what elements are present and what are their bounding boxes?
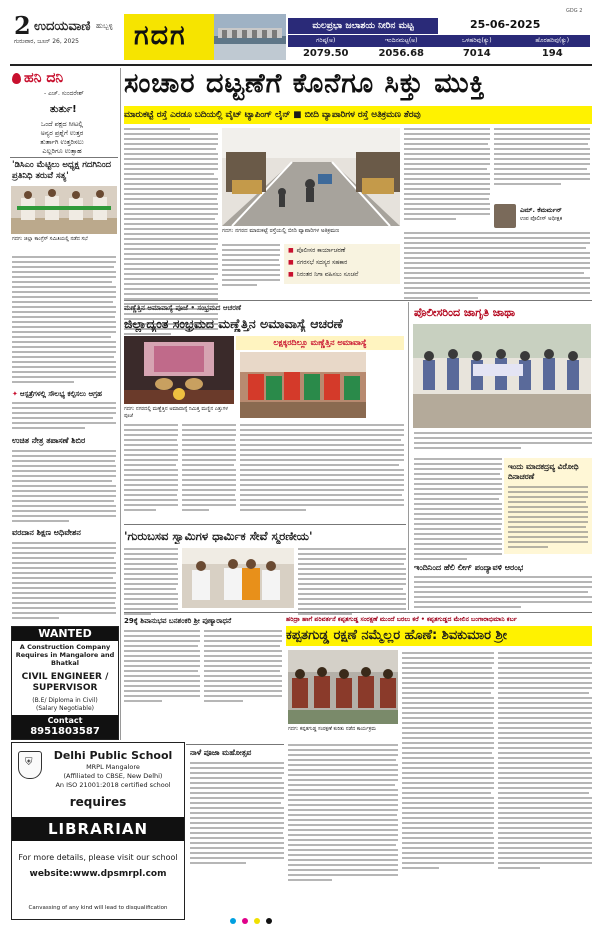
kappata-headline: ಕಪ್ಪತಗುಡ್ಡ ರಕ್ಷಣೆ ನಮ್ಮೆಲ್ಲರ ಹೊಣೆ: ಶಿವಕುಮಾರ ಶ್ರೀ: [286, 626, 592, 646]
page-code: GDG 2: [566, 8, 583, 14]
text-block: [124, 424, 178, 511]
left-story1-headline: 'ಡಿಸಿಎಂ ಮೆಟ್ಟಿಲು ಅಧ್ಯಕ್ಷ ಗದಗಿನಿಂದ ಪ್ರತಿನಿಧಿ ತರುವೆ ಸತ್ಯ': [12, 160, 111, 181]
left-story1-caption: ಗದಗ: ಜಿಲ್ಲಾ ಕಾಂಗ್ರೆಸ್ ಸಮಿತಿಯಲ್ಲಿ ನಡೆದ ಸಭೆ: [12, 236, 88, 242]
kappata-caption: ಗದಗ: ಕಪ್ಪತಗುಡ್ಡ ಸಂರಕ್ಷಣೆ ಕುರಿತು ನಡೆದ ಕಾರ್ಯಕ್ರಮ: [288, 726, 376, 732]
dam-level-value-row: [288, 47, 590, 60]
text-block: [288, 744, 398, 881]
text-block: [12, 450, 116, 522]
text-block: [124, 548, 178, 615]
text-block: [404, 128, 490, 220]
column-rule: [120, 68, 121, 620]
amavasya-photo: [124, 336, 234, 404]
ad-wanted-role: CIVIL ENGINEER / SUPERVISOR: [21, 672, 109, 693]
tree-headline: 29ಕ್ಕೆ ಶಿವಾನುಭವ ಬನಶಂಕರಿ ಶ್ರೀ ಪುಣ್ಯಾರಾಧನೆ: [124, 617, 232, 625]
main-photo: [222, 128, 400, 226]
dam-date: 25-06-2025: [470, 18, 541, 31]
drop-icon: [12, 73, 21, 84]
bullet-item: [288, 271, 358, 279]
ad-wanted-contact-box: [12, 715, 118, 739]
amavasya-headline: ಜಿಲ್ಲಾದ್ಯಂತ ಸಂಭ್ರಮದ ಮಣ್ಣೆತ್ತಿನ ಅಮಾವಾಸ್ಯೆ ಆಚರಣೆ: [124, 316, 343, 331]
school-disclaimer: Canvassing of any kind will lead to disqualification: [28, 905, 168, 911]
nale-headline: ನಾಳೆ ಪೂಜಾ ಮಹೋತ್ಸವ: [190, 748, 252, 757]
dam-label: ಮಲಪ್ರಭಾ ಜಲಾಶಯ ನೀರಿನ ಮಟ್ಟ: [288, 18, 438, 34]
text-block: [124, 630, 200, 702]
text-block: [298, 548, 406, 615]
school-requires: requires: [69, 795, 127, 809]
left-story1-photo: [11, 186, 117, 234]
amavasya-photo2: [240, 352, 366, 418]
dam-level-value: 7014: [462, 48, 491, 59]
left-story2-headline-text: ಆಸ್ಪತ್ರೆಗಳಲ್ಲಿ ಸೌಲಭ್ಯ ಕಲ್ಪಿಸಲು ಆಗ್ರಹ: [19, 390, 103, 398]
dam-level-header: ಇಂದಿನಮಟ್ಟ(ಅ): [385, 37, 418, 44]
school-line2: (Affiliated to CBSE, New Delhi): [63, 772, 163, 780]
rule: [124, 524, 406, 525]
dam-level-header: ಒಳಹರಿವು(ಕ್ಯು): [461, 37, 492, 44]
bullet-text: ಪೊಲೀಸರ ಕಾರ್ಯಾಚರಣೆ: [296, 247, 346, 254]
school-logo: [18, 751, 42, 779]
cmyk-dot: [242, 918, 248, 924]
quote-name: ಎಮ್. ಕೆಮರ್ಮನ್: [520, 206, 562, 214]
text-block: [404, 232, 590, 299]
poem-line: ಅನ್ಯರ ಪ್ರಶ್ನೆಗೆ ಉತ್ತರ: [40, 129, 84, 137]
rule: [124, 300, 592, 301]
poem-line: ತುರ್ತಾಗಿ ಉತ್ತರಿಸಲು: [40, 138, 84, 146]
poem-body: [10, 120, 114, 156]
registration-marks: [230, 918, 272, 924]
police-photo: [413, 324, 591, 428]
gurubasava-photo: [182, 548, 294, 608]
column-rule: [120, 616, 121, 740]
text-block: [182, 424, 236, 511]
main-subhead: ಮಾರುಕಟ್ಟೆ ರಸ್ತೆ ಎರಡೂ ಬದಿಯಲ್ಲಿ ವೈಟ್ ಟ್ಯಾಪಿಂಗ್ ಲೈನ್ ■ ಬೀದಿ ವ್ಯಾಪಾರಿಗಳ ರಸ್ತೆ ಅತಿಕ್ರಮಣ ತೆರವು: [124, 106, 592, 124]
main-headline: ಸಂಚಾರ ದಟ್ಟಣೆಗೆ ಕೊನೆಗೂ ಸಿಕ್ತು ಮುಕ್ತಿ: [124, 68, 486, 99]
ad-wanted-body: A Construction Company Requires in Mangalore and Bhatkal: [15, 643, 115, 667]
pin-icon: ✦: [12, 390, 18, 398]
text-block: [12, 402, 116, 429]
text-block: [414, 458, 502, 560]
bullet-text: ನಿರಂತರ ನಿಗಾ ವಹಿಸಲು ಸೂಚನೆ: [296, 271, 359, 278]
poem-line: ಒಂದೆ ಪಕ್ಷದ ಸೀಟಲ್ಲಿ: [40, 120, 84, 128]
police-sub: ಇಂದಿನಿಂದ ಹೆಲಿ ಲೀಗ್ ಪಂದ್ಯಾವಳಿ ಆರಂಭ: [414, 563, 524, 572]
dateline: ಗುರುವಾರ, ಜೂನ್ 26, 2025: [14, 38, 79, 45]
school-line1: MRPL Mangalore: [86, 763, 140, 771]
text-block: [204, 630, 282, 702]
text-block: [190, 762, 284, 864]
ad-wanted-title: WANTED: [12, 627, 118, 641]
bullet-item: [288, 259, 347, 267]
dam-level-header: ಗರಿಷ್ಠ(ಅ): [316, 37, 336, 44]
school-post: LIBRARIAN: [12, 817, 184, 841]
left-story3-headline: ಉಚಿತ ನೇತ್ರ ತಪಾಸಣೆ ಶಿಬಿರ: [12, 436, 86, 445]
shield-icon: ⛨: [25, 757, 33, 768]
amavasya-subhead: ಲಕ್ಷಕ್ಕರದಿಲ್ಲೂ ಮಣ್ಣೆತ್ತಿನ ಅಮಾವಾಸ್ಯೆ: [236, 336, 404, 350]
text-block: [494, 128, 590, 185]
paper-name: ಉದಯವಾಣಿ: [34, 19, 91, 34]
amavasya-kicker: ಮಣ್ಣೆತ್ತಿನ ಅಮಾವಾಸ್ಯೆ ಪೂಜೆ • ಸಂಭ್ರಮದ ಆಚರಣೆ: [124, 304, 242, 312]
dam-photo: [214, 14, 286, 60]
honi-author: - ಎಚ್. ಸುಂದರೇಶ್: [44, 90, 84, 97]
left-story2-headline: [12, 390, 116, 399]
ad-wanted-qual: (B.E/ Diploma in Civil): [32, 697, 98, 704]
rule: [10, 157, 118, 158]
edition-tag: ಹುಬ್ಬಳ್ಳಿ: [96, 22, 113, 30]
dam-level-value: 194: [541, 48, 563, 59]
text-block: [414, 432, 592, 449]
honi-brand: [12, 70, 63, 86]
column-rule: [408, 302, 409, 610]
bullet-icon: ■: [288, 271, 294, 278]
ad-wanted-phone[interactable]: 8951803587: [30, 726, 100, 737]
text-block: [12, 256, 116, 383]
police-headline: ಪೊಲೀಸರಿಂದ ಜಾಗೃತಿ ಜಾಥಾ: [414, 306, 516, 319]
main-bullets-box: [284, 244, 400, 284]
text-block: [222, 244, 280, 286]
left-story4-headline: ವರದಾನ ಶಿಕ್ಷಣ ಅಧಿವೇಶನ: [12, 528, 81, 537]
ad-wanted-contact-label: Contact: [47, 716, 83, 725]
poem-title: ತುರ್ತು!: [50, 104, 77, 115]
text-block: [12, 542, 116, 619]
ad-school: [11, 742, 185, 920]
main-photo-caption: ಗದಗ: ನಗರದ ಮಾರುಕಟ್ಟೆ ರಸ್ತೆಯಲ್ಲಿ ಬೀದಿ ವ್ಯಾಪಾರಿಗಳ ಅತಿಕ್ರಮಣ: [222, 228, 340, 234]
kappata-kicker: ಹರಿದ್ರಾ ಹಾಗೆ ಪರಿವರ್ತನೆ ಕಪ್ಪತಗುಡ್ಡ ಸಂರಕ್ಷಣೆ ಮುಂದೆ ಬರಲು ಕರೆ • ಕಪ್ಪತಗುಡ್ಡದ ಮೇಲಿನ ಬಂಗಾರಾಭಿಮಾನಿ ಕರ್ಬ: [286, 616, 517, 623]
rule: [186, 744, 284, 745]
gurubasava-headline: 'ಗುರುಬಸವ ಸ್ವಾಮಿಗಳ ಧಾರ್ಮಿಕ ಸೇವೆ ಸ್ಮರಣೀಯ': [124, 529, 313, 543]
text-block: [498, 652, 592, 869]
dam-level-value: 2079.50: [302, 48, 349, 59]
ad-wanted-salary: (Salary Negotiable): [36, 705, 94, 712]
page-number: 2: [14, 11, 31, 40]
school-name: Delhi Public School: [53, 749, 173, 762]
cmyk-dot: [266, 918, 272, 924]
poem-line: ಎಲ್ಲರಿಗೂ ಉತ್ಸಾಹ: [42, 147, 82, 155]
amavasya-caption: ಗದಗ: ನಗರದಲ್ಲಿ ಮಣ್ಣೆತ್ತಿನ ಅಮಾವಾಸ್ಯೆ ನಿಮಿತ್ತ ಮಣ್ಣಿನ ಎತ್ತುಗಳ ಪೂಜೆ: [124, 406, 229, 419]
police-box: [504, 458, 592, 554]
dam-level-header-row: [288, 35, 590, 47]
text-block: [240, 424, 404, 511]
text-block: [508, 486, 588, 548]
text-block: [402, 652, 494, 869]
quote-role: ಉಪ ಪೊಲೀಸ್ ಅಧೀಕ್ಷಕ: [520, 216, 563, 222]
bullet-text: ನಗರಸಭೆ ಸದಸ್ಯರ ಸಹಕಾರ: [296, 259, 348, 266]
bullet-icon: ■: [288, 247, 294, 254]
text-block: [414, 576, 592, 608]
school-website[interactable]: website:www.dpsmrpl.com: [29, 869, 167, 879]
bullet-icon: ■: [288, 259, 294, 266]
bullet-item: [288, 247, 345, 255]
cmyk-dot: [230, 918, 236, 924]
cmyk-dot: [254, 918, 260, 924]
police-box-title: ಇಂದು ಮಾದಕದ್ರವ್ಯ ವಿರೋಧಿ ದಿನಾಚರಣೆ: [508, 462, 579, 481]
avatar: [494, 204, 516, 228]
school-line3: An ISO 21001:2018 certified school: [55, 781, 171, 789]
ad-wanted: [11, 626, 119, 740]
quote-person: [494, 204, 590, 228]
dam-level-value: 2056.68: [378, 48, 425, 59]
dam-level-header: ಹೊರಹರಿವು(ಕ್ಯು): [535, 37, 570, 44]
kappata-photo: [288, 650, 398, 724]
rule: [124, 612, 592, 613]
honi-brand-text: ಹನಿ ದನಿ: [24, 70, 64, 86]
section-title: ಗದಗ: [134, 20, 187, 51]
school-details: For more details, please visit our school: [18, 853, 178, 862]
